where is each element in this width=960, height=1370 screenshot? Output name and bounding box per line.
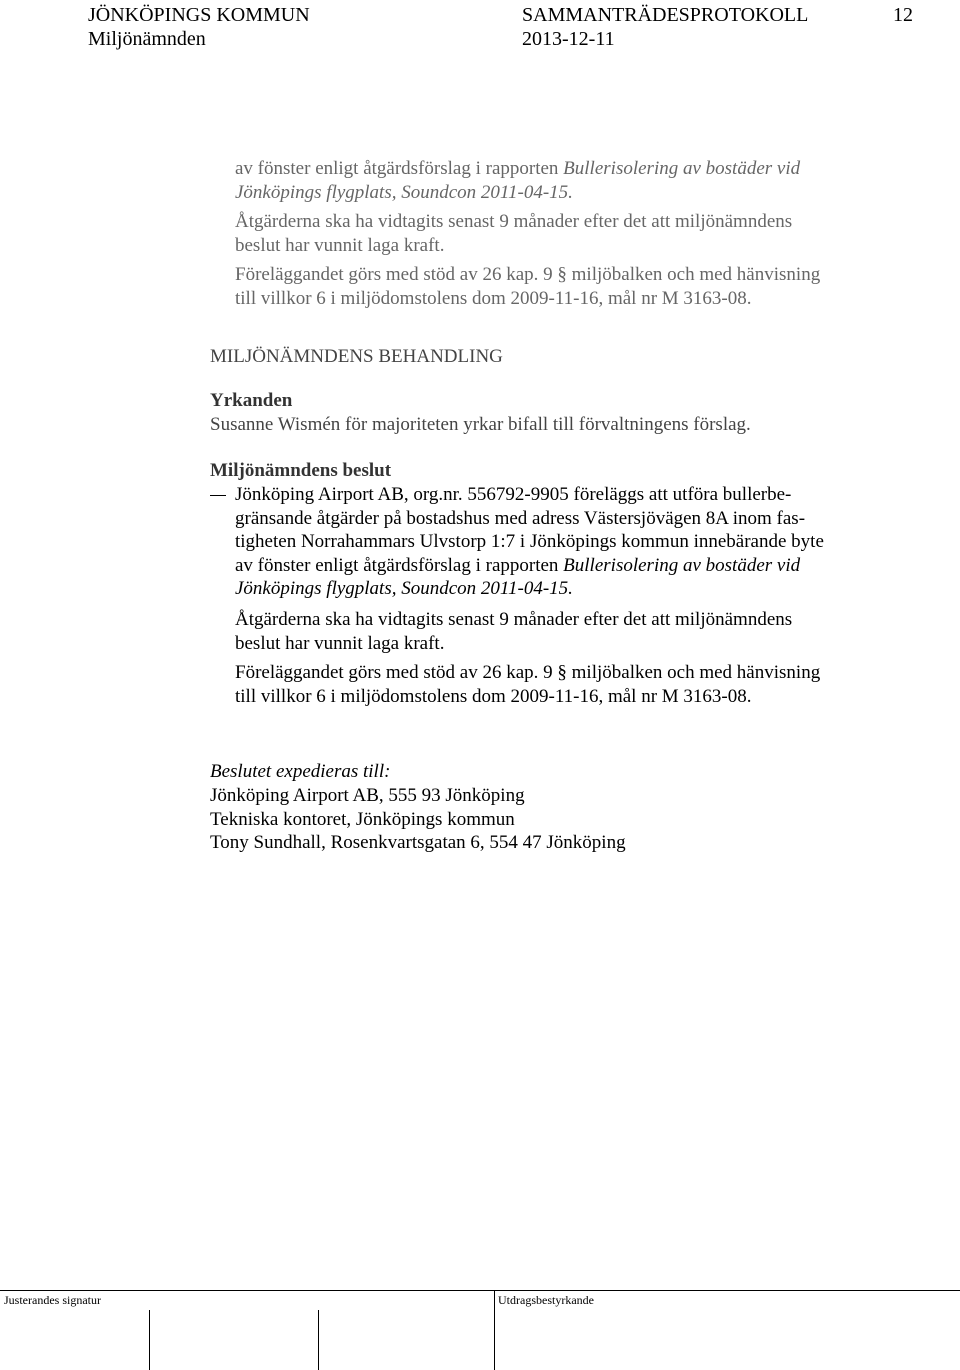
signature-box-divider xyxy=(318,1310,319,1370)
yrkanden-text: Susanne Wismén för majoriteten yrkar bifall till förvaltningens förslag. xyxy=(210,414,751,435)
header-body-name: Miljönämnden xyxy=(88,28,206,50)
yrkanden-heading: Yrkanden xyxy=(210,390,293,411)
top-para-2: Åtgärderna ska ha vidtagits senast 9 månader efter det att miljönämndens beslut har vunnit laga kraft. xyxy=(235,211,793,256)
header-org: JÖNKÖPINGS KOMMUN xyxy=(88,4,310,26)
expediering-heading: Beslutet expedieras till: xyxy=(210,761,391,782)
header-doc-type: SAMMANTRÄDESPROTOKOLL xyxy=(522,4,809,26)
beslut-para-3: Föreläggandet görs med stöd av 26 kap. 9 § miljöbalken och med hänvisning till villkor 6 i miljödomstolens dom 2009-11-16, mål nr M 3163-08. xyxy=(235,662,821,707)
behandling-heading: MILJÖNÄMNDENS BEHANDLING xyxy=(210,346,503,367)
recipient-list xyxy=(210,784,626,855)
header-date: 2013-12-11 xyxy=(522,28,615,50)
top-para-1: av fönster enligt åtgärdsförslag i rapporten Bullerisolering av bostäder vid Jönköpings flygplats, Soundcon 2011-04-15. xyxy=(235,158,801,203)
beslut-para-1: Jönköping Airport AB, org.nr. 556792-9905 föreläggs att utföra bullerbe- gränsande åtgärder på bostadshus med adress Västersjövägen 8A inom fas- tigheten Norrahammars Ulvstorp 1:7 i Jönköpings kommun innebärande byte av fönster enligt åtgärdsförslag i rapporten Bullerisolering av bostäder vid Jönköpings flygplats, Soundcon 2011-04-15. xyxy=(235,484,824,599)
beslut-heading: Miljönämndens beslut xyxy=(210,460,392,481)
footer-divider xyxy=(0,1290,960,1291)
footer-justerandes-label: Justerandes signatur xyxy=(4,1293,101,1307)
top-para-3: Föreläggandet görs med stöd av 26 kap. 9 § miljöbalken och med hänvisning till villkor 6 i miljödomstolens dom 2009-11-16, mål nr M 3163-08. xyxy=(235,264,821,309)
recipient: Tekniska kontoret, Jönköpings kommun xyxy=(210,808,515,830)
recipient: Jönköping Airport AB, 555 93 Jönköping xyxy=(210,785,525,806)
list-dash-icon xyxy=(210,495,226,496)
recipient: Tony Sundhall, Rosenkvartsgatan 6, 554 47 Jönköping xyxy=(210,832,626,853)
signature-box-divider xyxy=(149,1310,150,1370)
beslut-para-2: Åtgärderna ska ha vidtagits senast 9 månader efter det att miljönämndens beslut har vunnit laga kraft. xyxy=(235,609,793,654)
footer-utdrag-label: Utdragsbestyrkande xyxy=(498,1293,594,1307)
signature-box-divider xyxy=(494,1290,495,1370)
page-number: 12 xyxy=(893,4,913,26)
